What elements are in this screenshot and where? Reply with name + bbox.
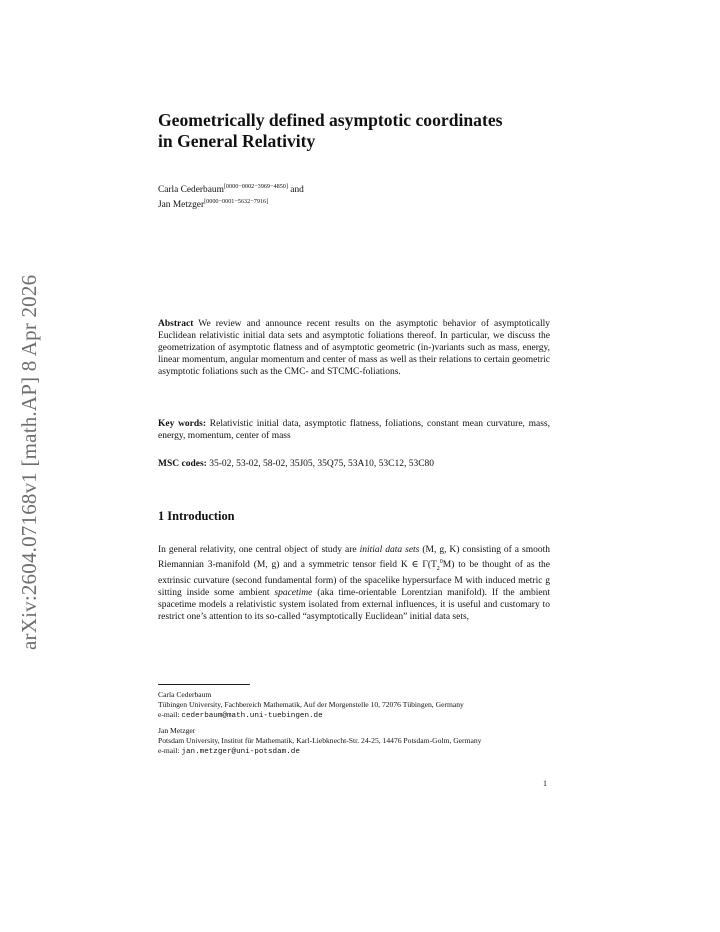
title-line-2: in General Relativity	[158, 131, 316, 151]
msc-label: MSC codes:	[158, 459, 207, 469]
title-line-1: Geometrically defined asymptotic coordinates	[158, 110, 503, 130]
author-entry	[158, 181, 304, 196]
author-name: Carla Cederbaum	[158, 185, 224, 195]
author-name: Jan Metzger	[158, 200, 205, 210]
intro-emphasis: initial data sets	[359, 545, 420, 555]
footnote-name: Carla Cederbaum	[158, 690, 212, 699]
footnote-author-2	[158, 726, 550, 757]
intro-paragraph	[158, 544, 550, 623]
paper-title	[158, 110, 578, 152]
orcid-id[interactable]: [0000−0001−5632−7916]	[204, 198, 269, 205]
email-link[interactable]: jan.metzger@uni-potsdam.de	[181, 748, 300, 756]
footnote-author-1	[158, 690, 550, 721]
arxiv-identifier-stamp: arXiv:2604.07168v1 [math.AP] 8 Apr 2026	[17, 274, 41, 650]
keywords-label: Key words:	[158, 419, 207, 429]
abstract-text: We review and announce recent results on the asymptotic behavior of asymptotically Euclidean relativistic initial data sets and asymptotic foliations thereof. In particular, we discuss the geometrization of asymptotic flatness and of asymptotic geometric (in-)variants such as mass, energy, linear momentum, angular momentum and center of mass as well as their relations to certain geometric asymptotic foliations such as the CMC- and STCMC-foliations.	[158, 319, 551, 377]
msc-codes	[158, 458, 550, 470]
abstract	[158, 318, 550, 378]
intro-text: (M, g, K) consisting of a smooth Riemannian 3-manifold (M, g) and a symmetric tensor field K ∈ Γ(T	[158, 545, 550, 571]
intro-subscript: 2	[436, 566, 440, 573]
footnote-name: Jan Metzger	[158, 726, 196, 735]
email-label: e-mail:	[158, 746, 182, 755]
footnote-email-line	[158, 710, 550, 721]
intro-text: (aka time-orientable Lorentzian manifold). If the ambient spacetime models a relativistic system isolated from external influences, it is useful and customary to restrict one’s attention to its so-called “asymptotically Euclidean” initial data sets,	[158, 588, 550, 623]
email-link[interactable]: cederbaum@math.uni-tuebingen.de	[181, 712, 323, 720]
intro-text: M) to be thought of as the extrinsic curvature (second fundamental form) of the spacelike hypersurface M with induced metric g sitting inside some ambient	[158, 560, 551, 599]
introduction-body	[158, 544, 550, 623]
footnote-email-line	[158, 746, 550, 757]
author-conjunction: and	[287, 185, 304, 195]
author-entry	[158, 196, 304, 211]
email-label: e-mail:	[158, 710, 182, 719]
intro-text: In general relativity, one central object of study are	[158, 545, 360, 555]
footnote-divider	[158, 684, 250, 685]
section-heading: 1 Introduction	[158, 509, 235, 523]
msc-text: 35-02, 53-02, 58-02, 35J05, 35Q75, 53A10, 53C12, 53C80	[206, 459, 435, 469]
keywords-text: Relativistic initial data, asymptotic flatness, foliations, constant mean curvature, mass, energy, momentum, center of mass	[158, 419, 550, 441]
abstract-label: Abstract	[158, 319, 194, 329]
author-footnotes	[158, 690, 550, 757]
footnote-affiliation: Potsdam University, Institut für Mathematik, Karl-Liebknecht-Str. 24-25, 14476 Potsdam-Golm, Germany	[158, 736, 482, 745]
orcid-id[interactable]: [0000−0002−3969−4850]	[223, 183, 288, 190]
author-list	[158, 181, 304, 211]
intro-superscript: 0	[439, 559, 443, 565]
intro-emphasis: spacetime	[274, 588, 313, 599]
page-number: 1	[543, 779, 547, 788]
keywords	[158, 418, 550, 442]
footnote-affiliation: Tübingen University, Fachbereich Mathematik, Auf der Morgenstelle 10, 72076 Tübingen, Germany	[158, 700, 464, 709]
